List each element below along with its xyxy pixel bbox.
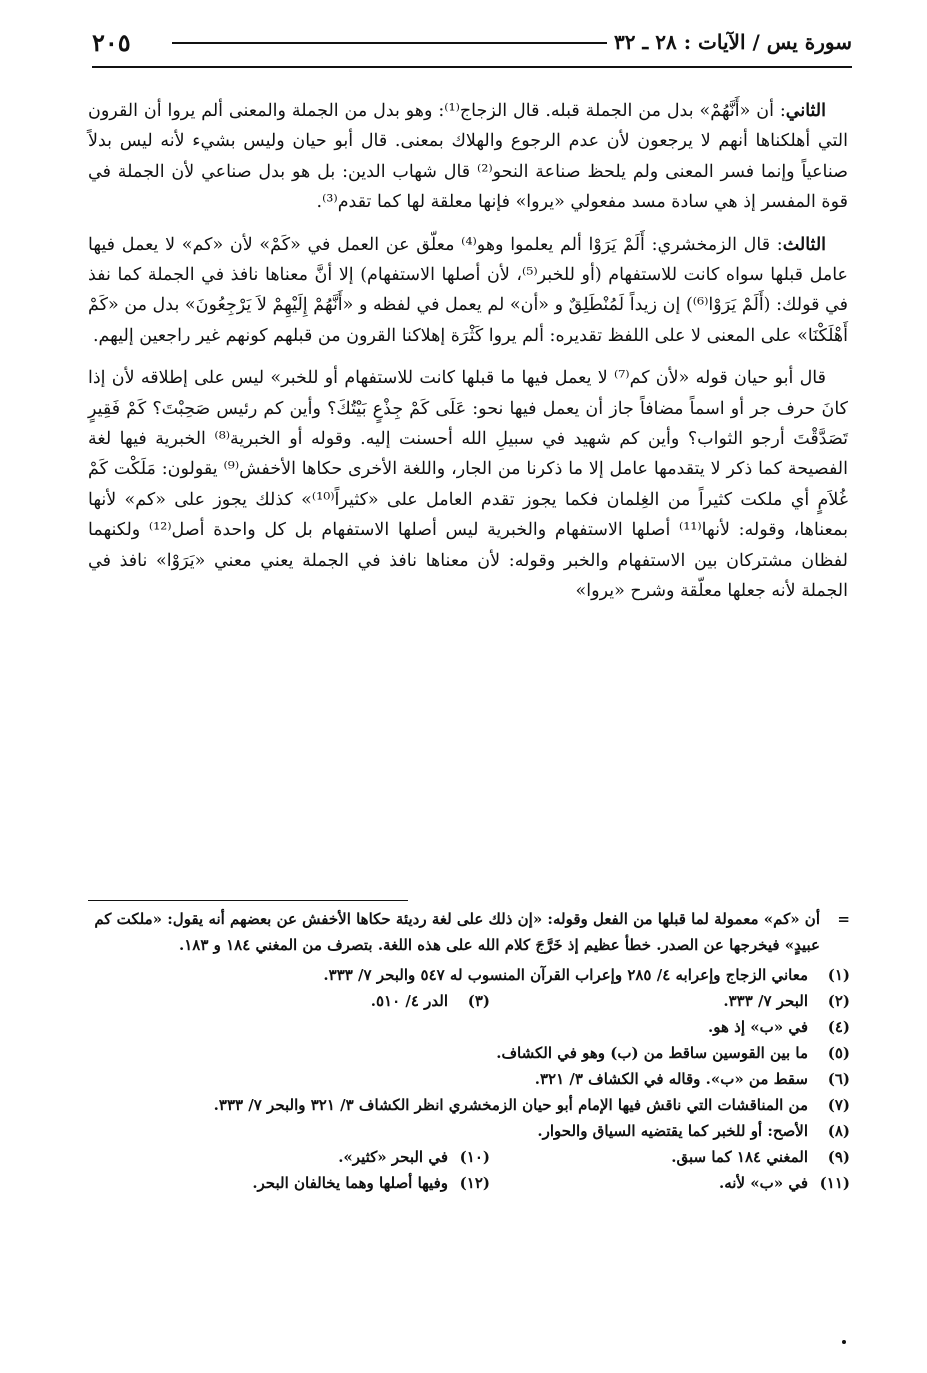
continuation-marker: = bbox=[837, 910, 850, 928]
footnote-pair bbox=[80, 1170, 850, 1196]
paragraph-third bbox=[88, 230, 848, 352]
footnote-pair bbox=[80, 1144, 850, 1170]
header-rule bbox=[92, 66, 852, 68]
footnote-text: سقط من «ب». وقاله في الكشاف ٣/ ٣٢١. bbox=[534, 1070, 808, 1088]
footnote-number: (١٢) bbox=[459, 1174, 490, 1192]
footnote-text: معاني الزجاج وإعرابه ٤/ ٢٨٥ وإعراب القرآن المنسوب له ٥٤٧ والبحر ٧/ ٣٣٣. bbox=[323, 966, 808, 984]
footnote-text: البحر ٧/ ٣٣٣. bbox=[723, 992, 808, 1010]
footnote-number: (٨) bbox=[827, 1122, 850, 1140]
footnote bbox=[80, 1066, 850, 1092]
footnote-text: في البحر «كثير». bbox=[338, 1148, 448, 1166]
footnote-continuation bbox=[80, 906, 850, 958]
footnote-number: (١٠) bbox=[459, 1148, 490, 1166]
footnote-number: (٢) bbox=[827, 992, 850, 1010]
footnote-number: (٥) bbox=[827, 1044, 850, 1062]
stray-dot bbox=[842, 1340, 846, 1344]
footnote bbox=[80, 1118, 850, 1144]
footnote bbox=[490, 1144, 850, 1170]
paragraph-text: : أن «أَنَّهُمْ» بدل من الجملة قبله. قال الزجاج⁽¹⁾: وهو بدل من الجملة والمعنى ألم يروا أن القرون التي أهلكناها أنهم لا يرجعون لأن عدم الرجوع والهلاك بمعنى. قال أبو حيان وليس بشيء لأنه ليس بدلاً صناعياً وإنما فسر المعنى ولم يلحظ صناعة النحو⁽²⁾ قال شهاب الدين: بل هو بدل صناعي لأن الجملة في قوة المفسر إذ هي سادة مسد مفعولي «يروا» فإنها معلقة لها كما تقدم⁽³⁾. bbox=[88, 101, 848, 213]
footnote-separator bbox=[88, 900, 408, 901]
running-title: سورة يس / الآيات : ٢٨ ـ ٣٢ bbox=[613, 30, 852, 54]
footnote bbox=[490, 988, 850, 1014]
header-rule-short bbox=[172, 42, 607, 44]
footnote bbox=[80, 1014, 850, 1040]
footnote-text: وفيها أصلها وهما يخالفان البحر. bbox=[252, 1174, 448, 1192]
footnote-text: في «ب» لأنه. bbox=[719, 1174, 808, 1192]
footnote-text: ما بين القوسين ساقط من (ب) وهو في الكشاف. bbox=[496, 1044, 808, 1062]
footnote bbox=[490, 1170, 850, 1196]
footnote-number: (٧) bbox=[827, 1096, 850, 1114]
footnote-number: (٤) bbox=[827, 1018, 850, 1036]
footnote-text: من المناقشات التي ناقش فيها الإمام أبو حيان الزمخشري انظر الكشاف ٣/ ٣٢١ والبحر ٧/ ٣٣٣. bbox=[213, 1096, 808, 1114]
footnote-pair bbox=[80, 988, 850, 1014]
footnotes bbox=[80, 906, 850, 1196]
footnote-number: (١) bbox=[827, 966, 850, 984]
footnote bbox=[130, 1170, 490, 1196]
footnote-number: (٣) bbox=[467, 992, 490, 1010]
footnote bbox=[80, 1040, 850, 1066]
footnote-text: الدر ٤/ ٥١٠. bbox=[370, 992, 448, 1010]
footnote-number: (٩) bbox=[827, 1148, 850, 1166]
paragraph-text: : قال الزمخشري: أَلَمْ يَرَوْا ألم يعلموا وهو⁽⁴⁾ معلّق عن العمل في «كَمْ» لأن «كم» لا يعمل فيها عامل قبلها سواه كانت للاستفهام (أو للخبر⁽⁵⁾، لأن أصلها الاستفهام) إلا أنَّ معناها نافذ في الجملة كما نفذ في قولك: (أَلَمْ يَرَوْا⁽⁶⁾) إن زيداً لَمُنْطَلِقٌ و «أن» لم يعمل في لفظه و «أَنَّهُمْ إِلَيْهِمْ لاَ يَرْجِعُونَ» بدل من «كَمْ أَهْلَكْنَا» على المعنى لا على اللفظ تقديره: ألم يروا كَثْرَة إهلاكنا القرون من قبلهم كونهم غير راجعين إليهم. bbox=[88, 234, 849, 346]
paragraph-text: قال أبو حيان قوله «لأن كم⁽⁷⁾ لا يعمل فيها ما قبلها كانت للاستفهام أو للخبر» ليس على إطلاقه لأن إذا كانَ حرف جر أو اسماً مضافاً جاز أن يعمل فيها نحو: عَلَى كَمْ جِذْعٍ بَيْتُكَ؟ وأين كم رئيس صَحِبْتَ؟ كَمْ فَقِيرٍ تَصَدَّقْتَ أرجو الثواب؟ وأين كم شهيد في سبيلِ الله أحسنت إليه. وقوله أو الخبرية⁽⁸⁾ الخبرية فيها لغة الفصيحة كما ذكر لا يتقدمها عامل إلا ما ذكرنا من الجار، واللغة الأخرى حكاها الأخفش⁽⁹⁾ يقولون: مَلَكْت كَمْ غُلاَمٍ أي ملكت كثيراً من الغِلمان فكما يجوز تقدم العامل على «كثيراً⁽¹⁰⁾» كذلك يجوز على «كم» لأنها بمعناها، وقوله: لأنها⁽¹¹⁾ أصلها الاستفهام والخبرية ليس أصلها الاستفهام بل كل واحدة أصل⁽¹²⁾ ولكنهما لفظان مشتركان بين الاستفهام والخبر وقوله: لأن معناها نافذ في الجملة يعني معني «يَرَوْا» نافذ في الجملة لأنه جعلها معلّقة وشرح «يروا» bbox=[88, 368, 848, 602]
footnote-number: (١١) bbox=[819, 1174, 850, 1192]
footnote-text: المغني ١٨٤ كما سبق. bbox=[671, 1148, 808, 1166]
paragraph-lead: الثالث bbox=[782, 234, 827, 255]
continuation-text: أن «كم» معمولة لما قبلها من الفعل وقوله: «إن ذلك على لغة رديئة حكاها الأخفش عن بعضهم أنه يقول: «ملكت كم عبيدٍ» فيخرجها عن الصدر. خطأ عظيم إذ خَرَّجَ كلام الله على هذه اللغة. بتصرف من المغني ١٨٤ و ١٨٣. bbox=[94, 910, 820, 954]
footnote-text: الأصح: أو للخبر كما يقتضيه السياق والحوار. bbox=[537, 1122, 808, 1140]
paragraph-second bbox=[88, 96, 848, 218]
footnote bbox=[80, 962, 850, 988]
footnote bbox=[80, 1092, 850, 1118]
paragraph-abu-hayyan bbox=[88, 363, 848, 606]
main-text bbox=[88, 96, 848, 619]
paragraph-lead: الثاني bbox=[785, 101, 826, 121]
page-number: ٢٠٥ bbox=[92, 28, 131, 57]
footnote bbox=[130, 1144, 490, 1170]
footnote-text: في «ب» إذ هو. bbox=[708, 1018, 808, 1036]
footnote bbox=[130, 988, 490, 1014]
footnote-number: (٦) bbox=[827, 1070, 850, 1088]
page-header bbox=[92, 30, 852, 70]
